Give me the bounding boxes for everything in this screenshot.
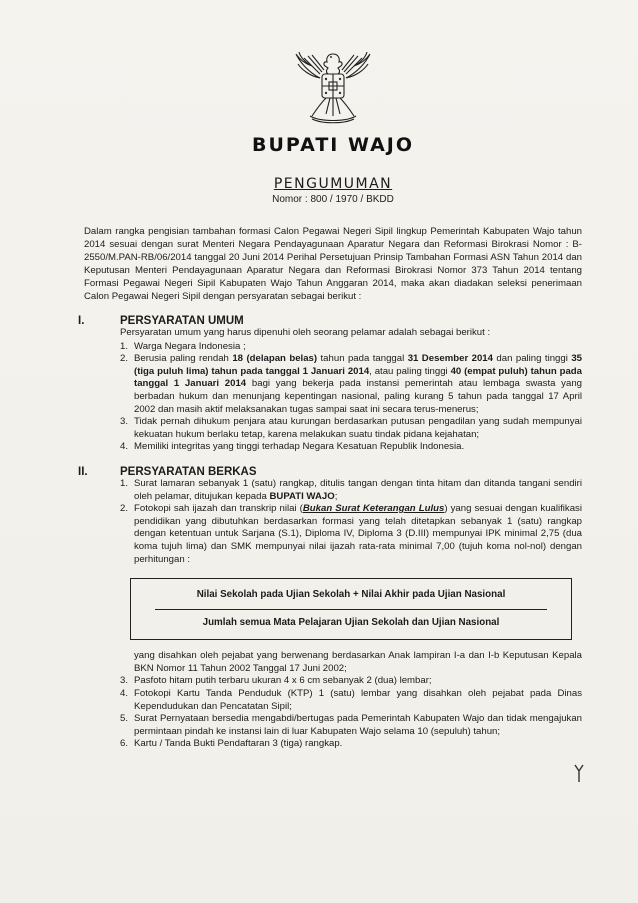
fraction-line (155, 609, 547, 610)
item-text: Warga Negara Indonesia ; (134, 340, 246, 352)
formula-numerator: Nilai Sekolah pada Ujian Sekolah + Nilai Akhir pada Ujian Nasional (196, 589, 506, 601)
regent-heading: BUPATI WAJO (252, 134, 414, 156)
item-number: 2. (120, 503, 129, 515)
list-item (120, 353, 582, 416)
section-lead: Persyaratan umum yang harus dipenuhi oleh seorang pelamar adalah sebagai berikut : (120, 327, 491, 338)
bold-text: 40 (empat puluh) tahun pada tanggal 1 Januari 2014 (134, 365, 582, 390)
list-item (120, 713, 582, 738)
item-text: Memiliki integritas yang tinggi terhadap Negara Kesatuan Republik Indonesia. (134, 441, 465, 453)
item-number: 3. (120, 416, 129, 428)
item-number: 4. (120, 688, 129, 700)
section-document-requirements (78, 465, 582, 751)
section-number: I. (78, 315, 85, 327)
garuda-emblem-icon (290, 48, 376, 128)
item-text: Pasfoto hitam putih terbaru ukuran 4 x 6 cm sebanyak 2 (dua) lembar; (134, 675, 432, 687)
section-title: PERSYARATAN BERKAS (120, 465, 257, 478)
item-number: 4. (120, 441, 129, 453)
intro-paragraph: Dalam rangka pengisian tambahan formasi Calon Pegawai Negeri Sipil lingkup Pemerintah Kabupaten Wajo tahun 2014 sesuai dengan surat Menteri Negara Pendayagunaan Aparatur Negara dan Reformasi Birokrasi Nomor : B-2550/M.PAN-RB/06/2014 tanggal 20 Juni 2014 Perihal Persetujuan Prinsip Tambahan Formasi ASN Tahun 2014 dan Keputusan Menteri Pendayagunaan Aparatur Negara dan Reformasi Birokrasi Nomor 373 Tahun 2014 tentang Formasi Pegawai Negeri Sipil Kabupaten Wajo Tahun Anggaran 2014, maka akan diadakan seleksi penerimaan Calon Pegawai Negeri Sipil dengan persyaratan sebagai berikut : (84, 226, 582, 302)
bold-text: 35 (tiga puluh lima) tahun pada tanggal 1 Januari 2014 (134, 353, 582, 377)
bold-text: 31 Desember 2014 (407, 353, 493, 365)
list-item (120, 478, 582, 503)
document-number: Nomor : 800 / 1970 / BKDD (272, 194, 394, 205)
item-text: Tidak pernah dihukum penjara atau kurungan berdasarkan putusan pengadilan yang sudah mempunyai kekuatan hukum berlaku tetap, karena melakukan suatu tindak pidana kejahatan; (134, 416, 582, 440)
list-item (120, 675, 582, 688)
item-continuation: yang disahkan oleh pejabat yang berwenang berdasarkan Anak lampiran I-a dan I-b Keputusan Kepala BKN Nomor 11 Tahun 2002 Tanggal 17 Juni 2002; (134, 650, 582, 674)
item-text: Surat lamaran sebanyak 1 (satu) rangkap, ditulis tangan dengan tinta hitam dan ditanda tangani sendiri oleh pelamar, ditujukan kepada BUPATI WAJO; (134, 477, 582, 502)
bold-text: BUPATI WAJO (269, 490, 335, 502)
item-number: 6. (120, 738, 129, 750)
section-general-requirements (78, 315, 582, 454)
item-number: 1. (120, 477, 129, 489)
item-number: 2. (120, 353, 129, 365)
list-item (120, 441, 582, 454)
item-number: 3. (120, 675, 129, 687)
item-text: Surat Pernyataan bersedia mengabdi/bertugas pada Pemerintah Kabupaten Wajo dan tidak mengajukan permintaan pindah ke instansi lain di luar Kabupaten Wajo selama 10 (sepuluh) tahun; (134, 713, 582, 737)
bold-text: 18 (delapan belas) (232, 353, 318, 365)
formula-box (130, 578, 572, 640)
section-heading (78, 466, 582, 478)
section-heading (78, 315, 582, 327)
item-number: 1. (120, 340, 129, 352)
section-title: PERSYARATAN UMUM (120, 315, 244, 327)
section-number: II. (78, 465, 88, 478)
formula-denominator: Jumlah semua Mata Pelajaran Ujian Sekolah dan Ujian Nasional (202, 616, 500, 628)
handwritten-initial-icon (572, 762, 586, 784)
announcement-title: PENGUMUMAN (273, 176, 393, 192)
list-item (120, 738, 582, 751)
emphasis-text: Bukan Surat Keterangan Lulus (302, 503, 445, 515)
list-item (120, 341, 582, 354)
item-text: Kartu / Tanda Bukti Pendaftaran 3 (tiga) rangkap. (134, 738, 343, 750)
item-text: Fotokopi sah ijazah dan transkrip nilai (Bukan Surat Keterangan Lulus) yang sesuai dengan kualifikasi pendidikan yang dibutuhkan berdasarkan formasi yang telah ditetapkan sebanyak 1 (satu) rangkap dengan ketentuan untuk Sarjana (S.1), Diploma IV, Diploma 3 (D.III) mempunyai IPK minimal 2,75 (dua koma tujuh lima) dan SMK mempunyai nilai ijazah rata-rata minimal 7,00 (tujuh koma nol-nol) dengan perhitungan : (134, 503, 582, 565)
item-text: Fotokopi Kartu Tanda Penduduk (KTP) 1 (satu) lembar yang disahkan oleh pejabat pada Dinas Kependudukan dan Pencatatan Sipil; (134, 688, 582, 712)
list-item (120, 416, 582, 441)
item-number: 5. (120, 713, 129, 725)
list-item (120, 503, 582, 566)
item-text: Berusia paling rendah 18 (delapan belas) tahun pada tanggal 31 Desember 2014 dan paling tinggi 35 (tiga puluh lima) tahun pada tanggal 1 Januari 2014, atau paling tinggi 40 (empat puluh) tahun pada tanggal 1 Januari 2014 bagi yang bekerja pada instansi pemerintah atau lembaga swasta yang berbadan hukum dan menunjang kepentingan nasional, paling kurang 5 tahun pada tanggal 17 April 2002 dan masih aktif melaksanakan tugas sampai saat ini secara terus-menerus; (134, 353, 582, 415)
list-item (120, 688, 582, 713)
